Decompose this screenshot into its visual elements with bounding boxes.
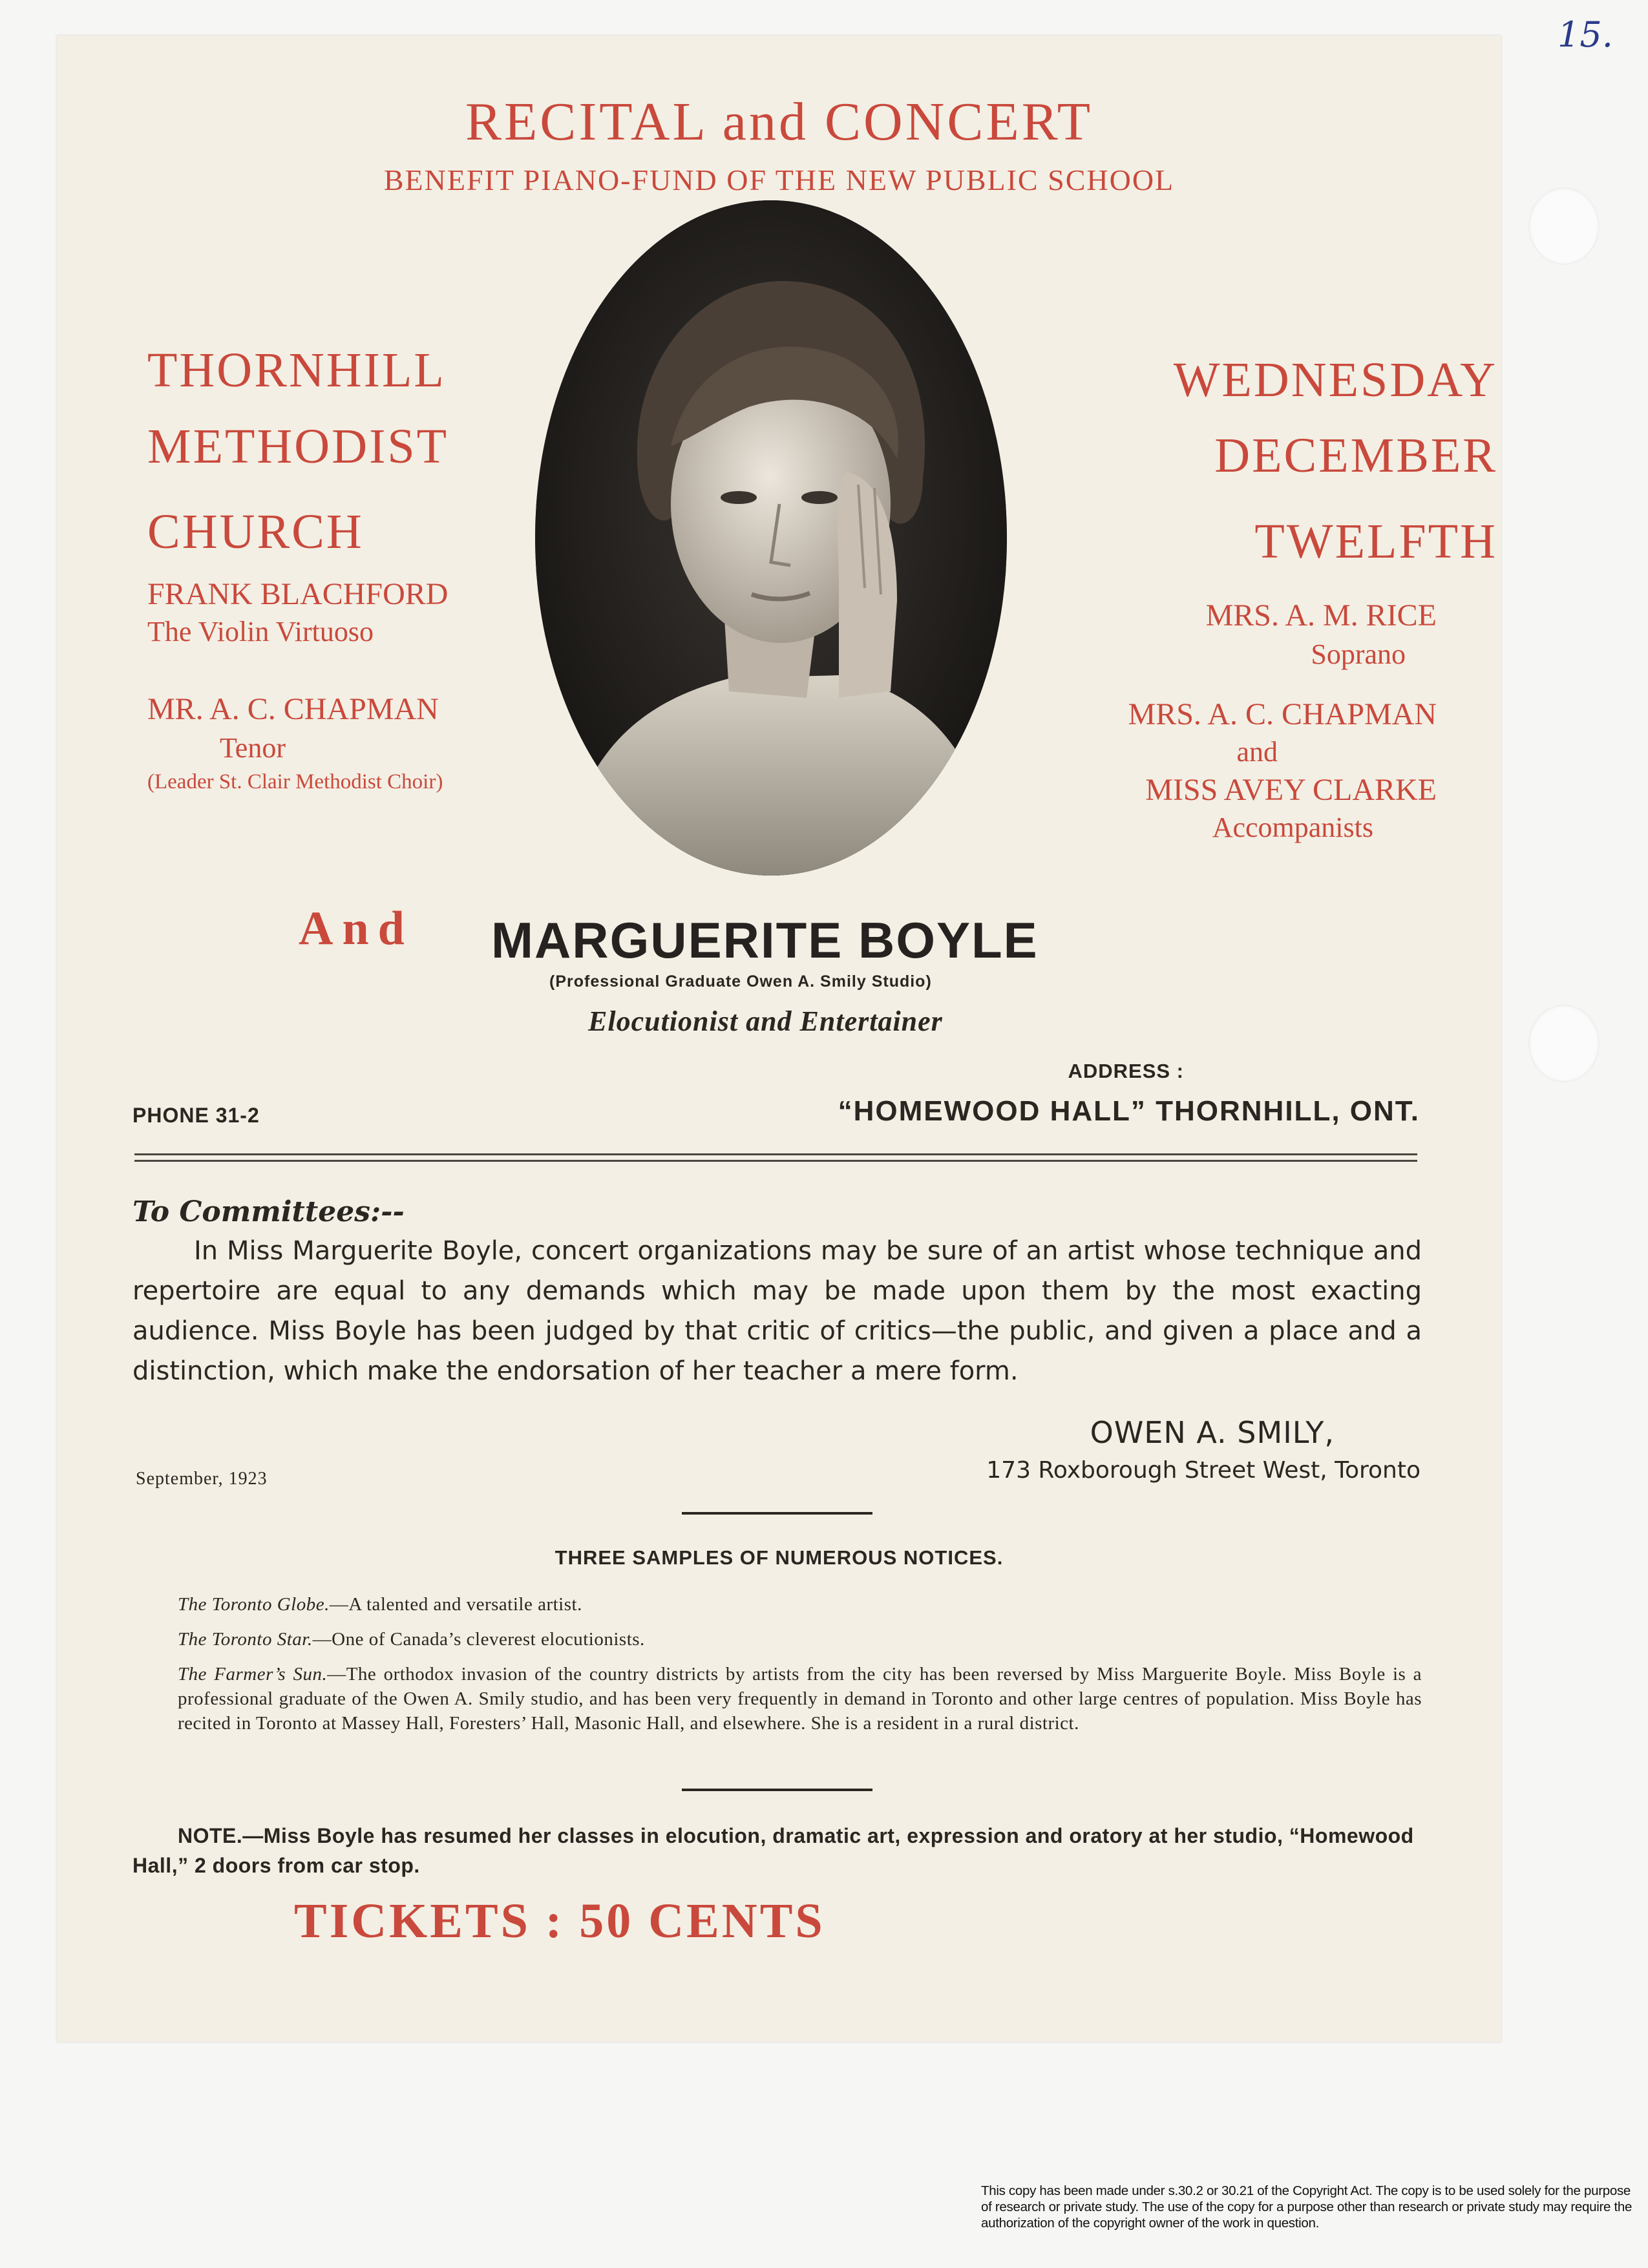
notice-text: —The orthodox invasion of the country districts by artists from the city has been reversed by Miss Marguerite Boyle. Miss Boyle is a professional graduate of the Owen A. Smily studio, and has been very frequently in demand in Toronto and other large centres of population. Miss Boyle has recited in Toronto at Massey Hall, Foresters’ Hall, Masonic Hall, and elsewhere. She is a resident in a rural district. bbox=[178, 1664, 1422, 1734]
letter-signature: OWEN A. SMILY, bbox=[1090, 1415, 1335, 1450]
venue-line: CHURCH bbox=[147, 505, 364, 559]
portrait-illustration bbox=[535, 200, 1007, 876]
performer-role: The Violin Virtuoso bbox=[147, 616, 374, 647]
signature-address: 173 Roxborough Street West, Toronto bbox=[986, 1457, 1421, 1484]
date-line: TWELFTH bbox=[1254, 514, 1497, 569]
address-label: ADDRESS : bbox=[1068, 1060, 1184, 1082]
performer-role: Soprano bbox=[1311, 638, 1406, 670]
page-subtitle: BENEFIT PIANO-FUND OF THE NEW PUBLIC SCHOOL bbox=[383, 163, 1175, 196]
featured-credential: (Professional Graduate Owen A. Smily Studio) bbox=[549, 972, 932, 991]
binder-hole bbox=[1528, 1005, 1600, 1082]
performer-role: Accompanists bbox=[1212, 812, 1373, 843]
notice-text: —A talented and versatile artist. bbox=[329, 1594, 582, 1615]
double-divider bbox=[134, 1153, 1417, 1162]
notice-text: —One of Canada’s cleverest elocutionists. bbox=[312, 1629, 645, 1650]
venue-line: METHODIST bbox=[147, 419, 449, 474]
performer-name: MISS AVEY CLARKE bbox=[1145, 773, 1437, 807]
letter-body: In Miss Marguerite Boyle, concert organizations may be sure of an artist whose technique and repertoire are equal to any demands which may be made upon them by the most exacting audience. Miss Boyle has been judged by that critic of critics—the public, and given a place and a distinction, which make the endorsation of her teacher a mere form. bbox=[132, 1236, 1422, 1386]
page-title: RECITAL and CONCERT bbox=[465, 92, 1093, 152]
phone: PHONE 31-2 bbox=[132, 1104, 260, 1127]
studio-note: NOTE.—Miss Boyle has resumed her classes in elocution, dramatic art, expression and oratory at her studio, “Homewood Hall,” 2 doors from car stop. bbox=[132, 1824, 1414, 1877]
letter-salutation: To Committees:-- bbox=[132, 1195, 405, 1228]
notice-source: The Toronto Globe. bbox=[178, 1594, 330, 1615]
featured-name: MARGUERITE BOYLE bbox=[491, 912, 1039, 969]
and-word: And bbox=[299, 902, 414, 955]
performer-role: Tenor bbox=[220, 732, 286, 764]
notices-heading: THREE SAMPLES OF NUMEROUS NOTICES. bbox=[555, 1546, 1004, 1569]
letter-date: September, 1923 bbox=[136, 1469, 268, 1489]
notice-source: The Farmer’s Sun. bbox=[178, 1664, 328, 1685]
portrait-photo bbox=[535, 200, 1007, 876]
performer-name: MR. A. C. CHAPMAN bbox=[147, 692, 439, 726]
notice-source: The Toronto Star. bbox=[178, 1629, 313, 1650]
performer-conjunction: and bbox=[1236, 736, 1278, 768]
short-divider bbox=[682, 1512, 872, 1515]
performer-name: MRS. A. C. CHAPMAN bbox=[1128, 697, 1437, 731]
venue-line: THORNHILL bbox=[147, 343, 446, 397]
copyright-notice: This copy has been made under s.30.2 or 30.21 of the Copyright Act. The copy is to be used solely for the purpose of research or private study. The use of the copy for a purpose other than research or private study may require the authorization of the copyright owner of the work in question. bbox=[981, 2183, 1632, 2231]
binder-hole bbox=[1528, 187, 1600, 265]
notice-item bbox=[178, 1627, 1422, 1652]
performer-name: FRANK BLACHFORD bbox=[147, 577, 449, 611]
featured-role: Elocutionist and Entertainer bbox=[588, 1005, 943, 1037]
address: “HOMEWOOD HALL” THORNHILL, ONT. bbox=[838, 1095, 1420, 1127]
page-number: 15. bbox=[1558, 14, 1613, 55]
notice-item bbox=[178, 1662, 1422, 1736]
short-divider bbox=[682, 1789, 872, 1791]
ticket-price: TICKETS : 50 CENTS bbox=[294, 1894, 825, 1948]
performer-name: MRS. A. M. RICE bbox=[1205, 598, 1437, 633]
date-line: WEDNESDAY bbox=[1173, 353, 1497, 407]
notice-item bbox=[178, 1592, 1422, 1617]
date-line: DECEMBER bbox=[1214, 428, 1497, 483]
performer-note: (Leader St. Clair Methodist Choir) bbox=[147, 770, 443, 793]
